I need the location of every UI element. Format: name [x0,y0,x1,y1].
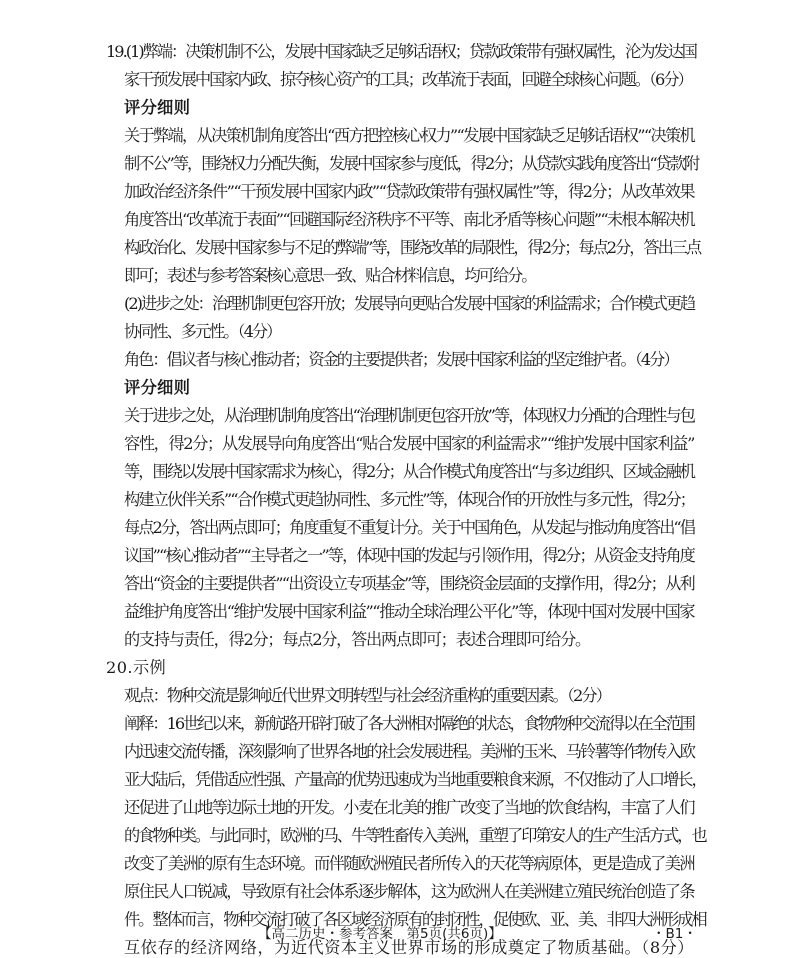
q19-line-18: 每点2分，答出两点即可；角度重复不重复计分。关于中国角色，从发起与推动角度答出“倡 [124,518,694,537]
q19-line-7: 角度答出“改革流于表面”“回避国际经济秩序不平等、南北矛盾等核心问题”“未根本解决机 [124,210,695,229]
q19-line-22: 的支持与责任，得2分；每点2分，答出两点即可；表述合理即可给分。 [124,630,590,649]
q20-line-9: 原住民人口锐减，导致原有社会体系逐步解体，这为欧洲人在美洲建立殖民统治创造了条 [124,882,694,901]
q20-heading: 20.示例 [106,658,167,677]
q19-line-6: 加政治经济条件”“干预发展中国家内政”“贷款政策带有强权属性”等，得2分；从改革效果 [124,182,694,201]
q20-line-3: 阐释：16世纪以来，新航路开辟打破了各大洲相对隔绝的状态，食物物种交流得以在全范围 [124,714,694,733]
q19-line-9: 即可；表述与参考答案核心意思一致、贴合材料信息，均可给分。 [124,266,536,285]
q19-line-20: 答出“资金的主要提供者”“出资设立专项基金”等，围绕资金层面的支撑作用，得2分；从利 [124,574,694,593]
q20-viewpoint: 观点：物种交流是影响近代世界文明转型与社会经济重构的重要因素。（2分） [124,686,610,705]
q19-line-15: 容性，得2分；从发展导向角度答出“贴合发展中国家的利益需求”“维护发展中国家利益” [124,434,694,453]
q19-line-17: 构建立伙伴关系”“合作模式更趋协同性、多元性”等，体现合作的开放性与多元性，得2分； [124,490,694,509]
q19-line-14: 关于进步之处，从治理机制角度答出“治理机制更包容开放”等，体现权力分配的合理性与包 [124,406,694,425]
q20-line-7: 的食物种类。与此同时，欧洲的马、牛等牲畜传入美洲，重塑了印第安人的生产生活方式，也 [124,826,706,845]
q19-scoring-heading-2: 评分细则 [124,378,191,397]
page-footer-code: ・B1・ [652,926,697,942]
q19-line-19: 议国”“核心推动者”“主导者之一”等，体现中国的发起与引领作用，得2分；从资金支持角度 [124,546,694,565]
q20-line-6: 还促进了山地等边际土地的开发。小麦在北美的推广改变了当地的饮食结构，丰富了人们 [124,798,694,817]
q20-line-11: 互依存的经济网络，为近代资本主义世界市场的形成奠定了物质基础。（8分） [124,938,694,957]
q19-part2-line-1: (2)进步之处：治理机制更包容开放；发展导向更贴合发展中国家的利益需求；合作模式更趋 [124,294,695,313]
q19-line-16: 等，围绕以发展中国家需求为核心，得2分；从合作模式角度答出“与多边组织、区域金融机 [124,462,694,481]
q19-line-2: 家干预发展中国家内政、掠夺核心资产的工具；改革流于表面，回避全球核心问题。（6分） [124,70,692,89]
q19-part2-line-2: 协同性、多元性。（4分） [124,322,281,341]
q19-line-8: 构政治化、发展中国家参与不足的弊端”等，围绕改革的局限性，得2分；每点2分，答出三点 [124,238,701,257]
q19-line-21: 益维护角度答出“维护发展中国家利益”“推动全球治理公平化”等，体现中国对发展中国家 [124,602,694,621]
q20-line-4: 内迅速交流传播，深刻影响了世界各地的社会发展进程。美洲的玉米、马铃薯等作物传入欧 [124,742,694,761]
q19-line-5: 制不公”等，围绕权力分配失衡，发展中国家参与度低，得2分；从贷款实践角度答出“贷款附 [124,154,699,173]
q19-line-4: 关于弊端，从决策机制角度答出“西方把控核心权力”“发展中国家缺乏足够话语权”“决策机 [124,126,695,145]
page-footer-label: 【高二历史・参考答案 第5页(共6页)】 [258,926,502,942]
q19-line-1: 19.(1)弊端：决策机制不公，发展中国家缺乏足够话语权；贷款政策带有强权属性，沦为发达国 [106,42,696,61]
q20-line-5: 亚大陆后，凭借适应性强、产量高的优势迅速成为当地重要粮食来源，不仅推动了人口增长， [124,770,706,789]
q20-line-8: 改变了美洲的原有生态环境。而伴随欧洲殖民者所传入的天花等病原体，更是造成了美洲 [124,854,694,873]
q20-line-10: 件。整体而言，物种交流打破了各区域经济原有的封闭性，促使欧、亚、美、非四大洲形成相 [124,910,706,929]
q19-role-line: 角色：倡议者与核心推动者；资金的主要提供者；发展中国家利益的坚定维护者。（4分） [124,350,678,369]
q19-scoring-heading-1: 评分细则 [124,98,191,117]
